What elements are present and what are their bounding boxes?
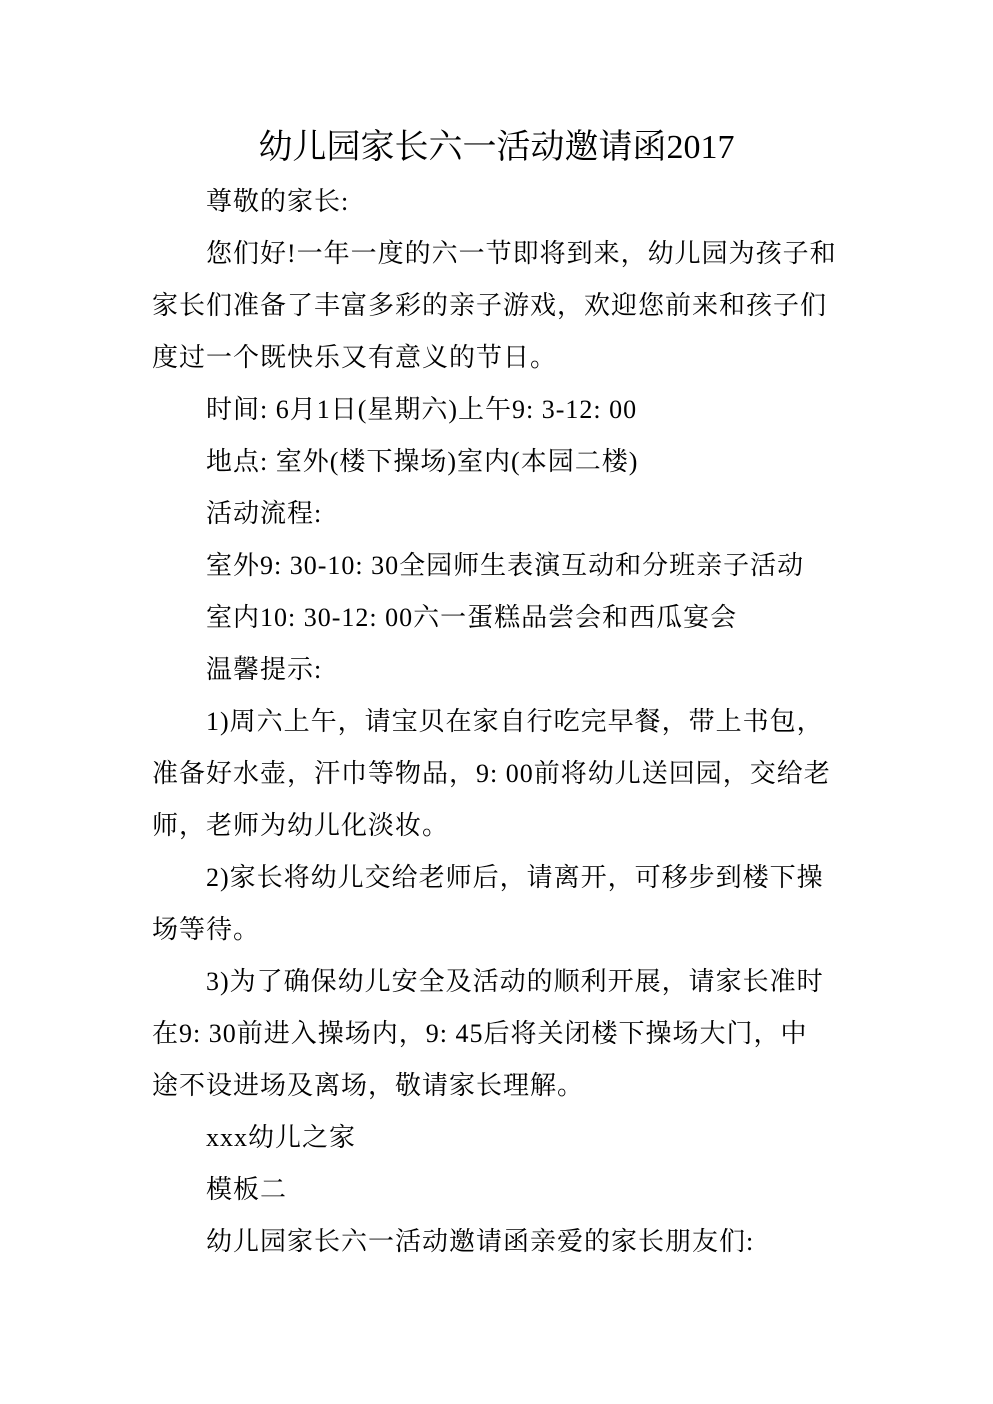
text-line: 您们好!一年一度的六一节即将到来，幼儿园为孩子和 [206,239,837,268]
text-line: 室外9: 30-10: 30全园师生表演互动和分班亲子活动 [206,551,805,580]
text-line: 3)为了确保幼儿安全及活动的顺利开展，请家长准时 [206,967,824,996]
text-line: 幼儿园家长六一活动邀请函亲爱的家长朋友们: [206,1227,755,1256]
paragraph [152,852,842,956]
paragraph [152,540,842,592]
text-line: 途不设进场及离场，敬请家长理解。 [152,1071,585,1100]
text-line: 模板二 [206,1175,288,1204]
paragraph [152,384,842,436]
text-line: 在9: 30前进入操场内，9: 45后将关闭楼下操场大门，中 [152,1019,808,1048]
text-line: xxx幼儿之家 [206,1123,357,1152]
document-body [152,176,842,1268]
paragraph [152,1112,842,1164]
text-line: 场等待。 [152,915,261,944]
paragraph [152,1216,842,1268]
text-line: 温馨提示: [206,655,323,684]
text-line: 室内10: 30-12: 00六一蛋糕品尝会和西瓜宴会 [206,603,738,632]
paragraph [152,696,842,852]
paragraph [152,644,842,696]
text-line: 活动流程: [206,499,323,528]
paragraph [152,436,842,488]
text-line: 1)周六上午，请宝贝在家自行吃完早餐，带上书包， [206,707,824,736]
text-line: 时间: 6月1日(星期六)上午9: 3-12: 00 [206,395,638,424]
paragraph [152,228,842,384]
text-line: 尊敬的家长: [206,187,350,216]
text-line: 准备好水壶，汗巾等物品，9: 00前将幼儿送回园，交给老 [152,759,831,788]
paragraph [152,488,842,540]
document-title: 幼儿园家长六一活动邀请函2017 [258,129,735,166]
paragraph [152,1164,842,1216]
text-line: 师，老师为幼儿化淡妆。 [152,811,450,840]
text-line: 地点: 室外(楼下操场)室内(本园二楼) [206,447,639,476]
paragraph [152,176,842,228]
text-line: 家长们准备了丰富多彩的亲子游戏，欢迎您前来和孩子们 [152,291,828,320]
text-line: 度过一个既快乐又有意义的节日。 [152,343,558,372]
paragraph [152,956,842,1112]
paragraph [152,592,842,644]
text-line: 2)家长将幼儿交给老师后，请离开，可移步到楼下操 [206,863,824,892]
